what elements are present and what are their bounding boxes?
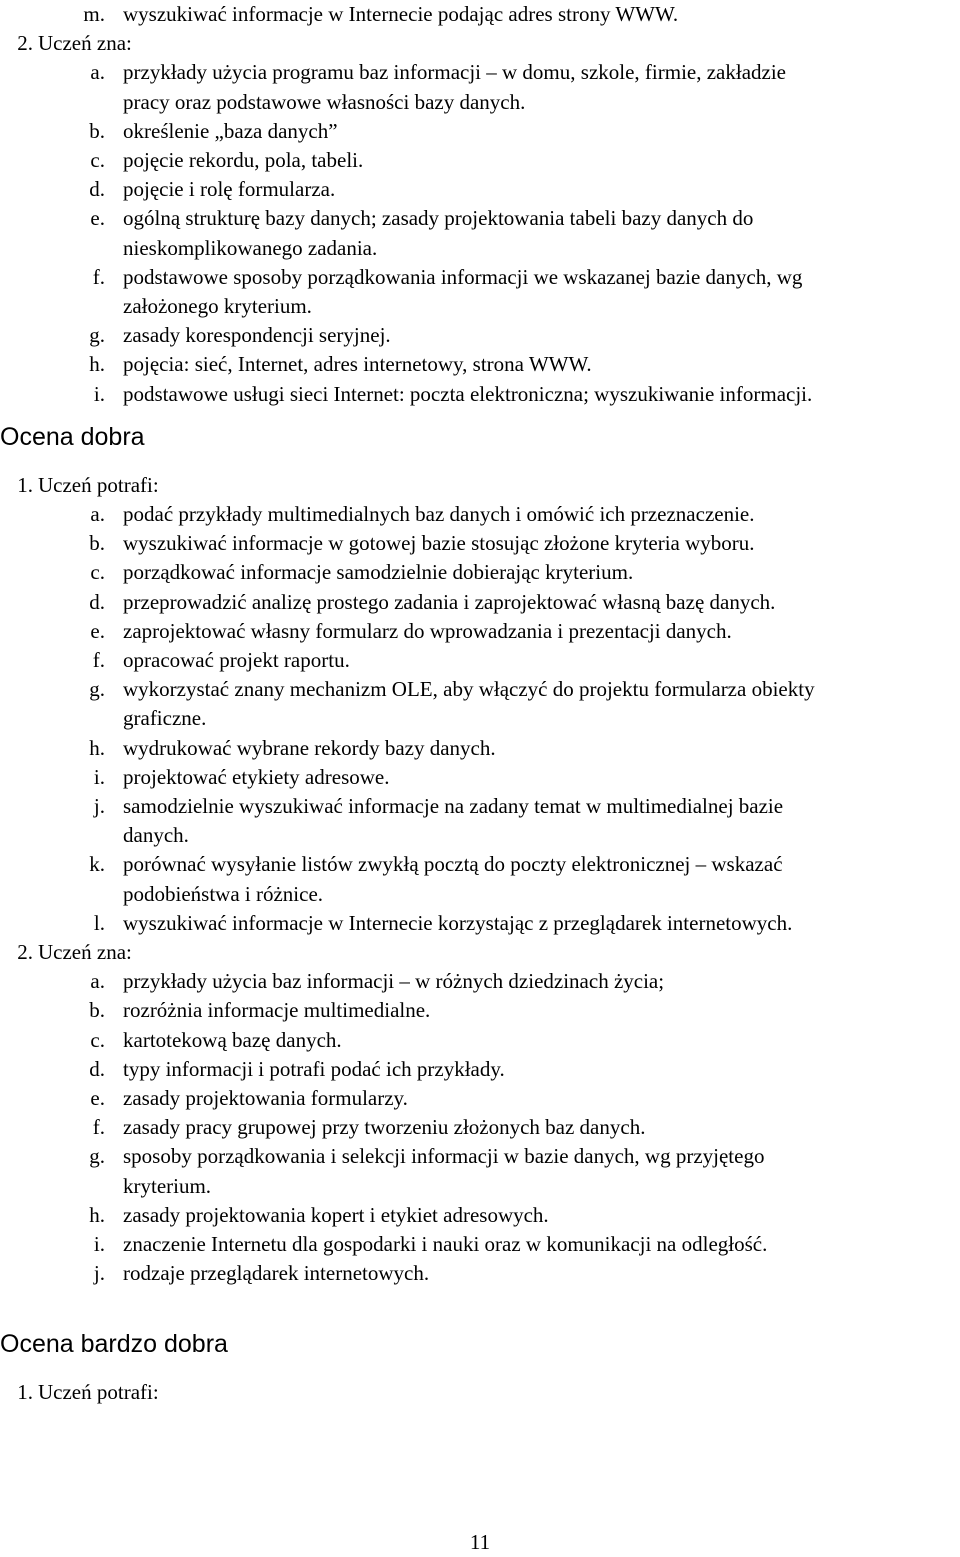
- list-item-text: nieskomplikowanego zadania.: [123, 235, 378, 260]
- list-item-text: typy informacji i potrafi podać ich przykłady.: [123, 1056, 505, 1081]
- list-item-text: porównać wysyłanie listów zwykłą pocztą do poczty elektronicznej – wskazać: [123, 852, 783, 877]
- list-marker: e.: [90, 618, 105, 643]
- list-marker: b.: [89, 531, 105, 556]
- list-item-text: pojęcie i rolę formularza.: [123, 177, 336, 202]
- list-item-text: rozróżnia informacje multimedialne.: [123, 998, 431, 1023]
- list-marker: h.: [89, 735, 105, 760]
- list-marker: d.: [89, 177, 105, 202]
- list-marker: i.: [93, 1232, 105, 1256]
- list-item-text: podobieństwa i różnice.: [123, 881, 324, 906]
- list-item-text: wyszukiwać informacje w gotowej bazie stosując złożone kryteria wyboru.: [123, 531, 755, 556]
- list-marker: g.: [89, 323, 105, 348]
- list-marker: g.: [89, 677, 105, 702]
- list-marker: h.: [89, 1202, 105, 1227]
- list-marker: b.: [89, 118, 105, 143]
- list-marker: 2.: [17, 31, 33, 56]
- list-item-text: zasady projektowania formularzy.: [123, 1086, 408, 1110]
- list-item-text: podstawowe usługi sieci Internet: poczta elektroniczna; wyszukiwanie informacji.: [123, 381, 813, 406]
- list-item-text: Uczeń zna:: [38, 940, 132, 964]
- list-item-text: podstawowe sposoby porządkowania informacji we wskazanej bazie danych, wg: [123, 264, 803, 289]
- list-item-text: zasady projektowania kopert i etykiet adresowych.: [123, 1202, 549, 1227]
- list-marker: j.: [93, 1261, 105, 1286]
- list-item-text: porządkować informacje samodzielnie dobierając kryterium.: [123, 560, 634, 585]
- list-marker: j.: [93, 794, 105, 818]
- list-item-text: projektować etykiety adresowe.: [123, 764, 390, 789]
- list-marker: f.: [92, 648, 105, 672]
- list-item-text: zasady korespondencji seryjnej.: [123, 323, 391, 348]
- list-item-text: zaprojektować własny formularz do wprowadzania i prezentacji danych.: [123, 618, 732, 643]
- list-marker: e.: [90, 1086, 105, 1110]
- list-item-text: przykłady użycia baz informacji – w różnych dziedzinach życia;: [123, 969, 665, 994]
- list-item-text: pracy oraz podstawowe własności bazy danych.: [123, 89, 526, 114]
- list-marker: e.: [90, 206, 105, 231]
- page-number: 11: [469, 1530, 491, 1554]
- list-item-text: graficzne.: [123, 706, 207, 731]
- list-marker: c.: [90, 1027, 105, 1052]
- list-marker: f.: [92, 1115, 105, 1140]
- list-marker: g.: [89, 1144, 105, 1169]
- list-item-text: założonego kryterium.: [123, 294, 312, 318]
- list-marker: l.: [93, 910, 105, 935]
- list-item-text: wydrukować wybrane rekordy bazy danych.: [123, 735, 496, 760]
- list-marker: i.: [93, 764, 105, 789]
- list-marker: a.: [90, 502, 105, 526]
- list-marker: c.: [90, 560, 105, 585]
- list-item-text: Uczeń potrafi:: [38, 1380, 159, 1405]
- list-marker: h.: [89, 352, 105, 377]
- list-item-text: wykorzystać znany mechanizm OLE, aby włączyć do projektu formularza obiekty: [123, 677, 815, 702]
- list-item-text: Uczeń zna:: [38, 31, 132, 56]
- list-marker: 1.: [17, 1380, 33, 1405]
- section-heading: Ocena bardzo dobra: [0, 1330, 228, 1359]
- list-item-text: rodzaje przeglądarek internetowych.: [123, 1261, 430, 1286]
- list-item-text: danych.: [123, 823, 189, 848]
- list-marker: 1.: [17, 472, 33, 497]
- list-marker: f.: [92, 264, 105, 289]
- list-item-text: podać przykłady multimedialnych baz danych i omówić ich przeznaczenie.: [123, 502, 755, 526]
- list-item-text: ogólną strukturę bazy danych; zasady projektowania tabeli bazy danych do: [123, 206, 754, 231]
- list-item-text: zasady pracy grupowej przy tworzeniu złożonych baz danych.: [123, 1115, 646, 1140]
- list-item-text: samodzielnie wyszukiwać informacje na zadany temat w multimedialnej bazie: [123, 794, 784, 818]
- list-marker: a.: [90, 969, 105, 994]
- list-marker: b.: [89, 998, 105, 1023]
- list-item-text: kryterium.: [123, 1173, 212, 1198]
- list-item-text: kartotekową bazę danych.: [123, 1027, 342, 1052]
- list-marker: c.: [90, 148, 105, 172]
- list-marker: k.: [89, 852, 105, 877]
- list-marker: a.: [90, 60, 105, 85]
- list-marker: d.: [89, 589, 105, 614]
- list-marker: m.: [83, 2, 105, 26]
- list-item-text: określenie „baza danych”: [123, 118, 338, 143]
- list-item-text: wyszukiwać informacje w Internecie korzystając z przeglądarek internetowych.: [123, 910, 793, 935]
- list-item-text: znaczenie Internetu dla gospodarki i nauki oraz w komunikacji na odległość.: [123, 1232, 768, 1256]
- list-marker: 2.: [17, 940, 33, 964]
- list-item-text: przeprowadzić analizę prostego zadania i zaprojektować własną bazę danych.: [123, 589, 776, 614]
- list-item-text: pojęcie rekordu, pola, tabeli.: [123, 148, 364, 172]
- list-item-text: wyszukiwać informacje w Internecie podając adres strony WWW.: [123, 2, 679, 26]
- list-marker: i.: [93, 381, 105, 406]
- list-item-text: sposoby porządkowania i selekcji informacji w bazie danych, wg przyjętego: [123, 1144, 765, 1169]
- section-heading: Ocena dobra: [0, 422, 145, 451]
- list-item-text: pojęcia: sieć, Internet, adres internetowy, strona WWW.: [123, 352, 592, 377]
- list-item-text: opracować projekt raportu.: [123, 648, 350, 672]
- list-marker: d.: [89, 1056, 105, 1081]
- list-item-text: przykłady użycia programu baz informacji – w domu, szkole, firmie, zakładzie: [123, 60, 786, 85]
- list-item-text: Uczeń potrafi:: [38, 472, 159, 497]
